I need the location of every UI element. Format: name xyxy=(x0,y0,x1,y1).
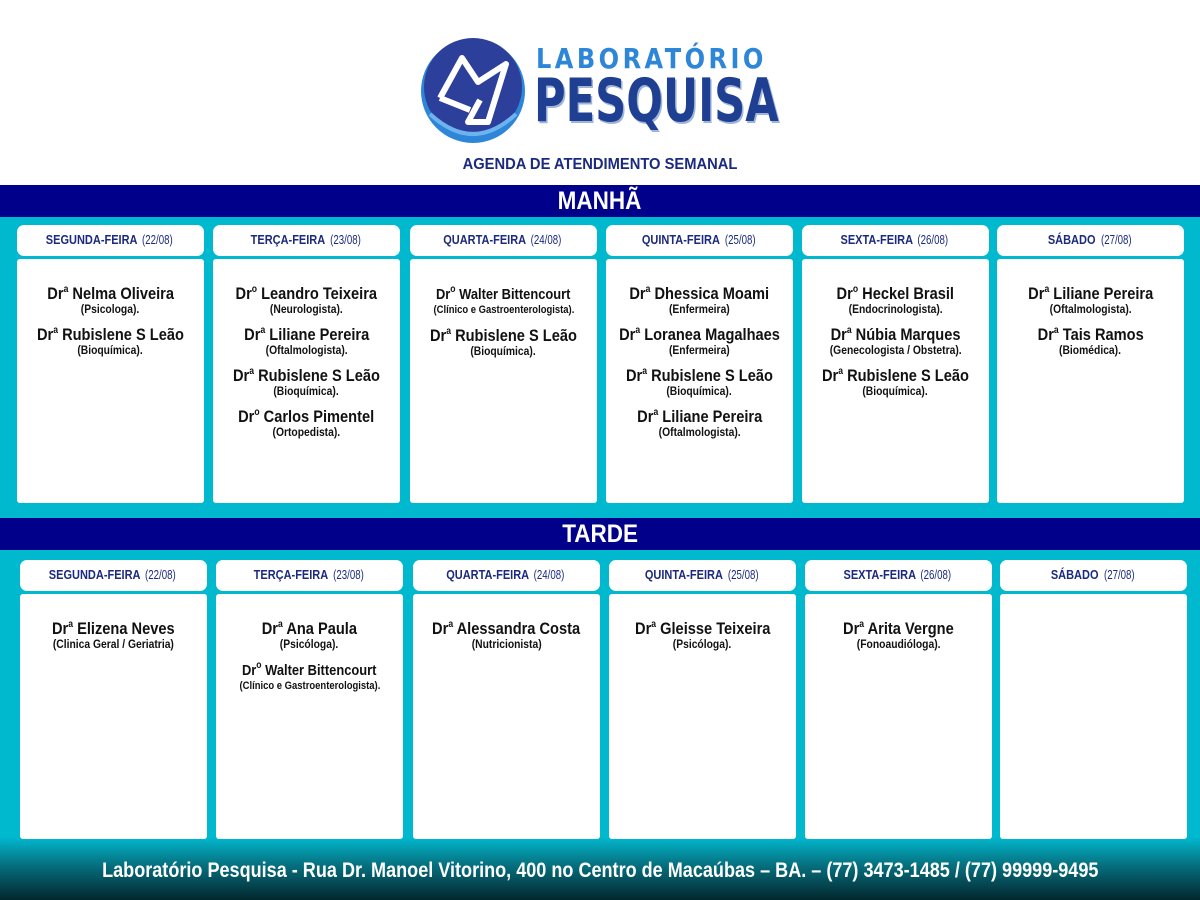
doctor-entry xyxy=(805,616,992,651)
day-date: (23/08) xyxy=(332,568,364,582)
day-name: TERÇA-FEIRA xyxy=(250,233,328,247)
doctor-specialty: (Bioquímica). xyxy=(862,384,929,398)
doctor-specialty: (Neurologista). xyxy=(270,302,343,316)
doctor-entry xyxy=(213,363,400,398)
afternoon-bar xyxy=(0,518,1200,550)
brand-line-2: PESQUISA xyxy=(534,66,779,136)
doctor-name: Dr$^a$ Liliane Pereira xyxy=(1027,284,1154,303)
doctor-name: Dr$^a$ Nelma Oliveira xyxy=(47,284,174,303)
day-name: SÁBADO xyxy=(1050,568,1102,582)
footer-text: Laboratório Pesquisa - Rua Dr. Manoel Vitorino, 400 no Centro de Macaúbas – BA. – (77) 3473-1485 / (77) 99999-9495 xyxy=(101,859,1099,882)
doctor-specialty: (Biomédica). xyxy=(1059,343,1122,357)
day-name: QUARTA-FEIRA xyxy=(446,568,532,582)
day-schedule-morning xyxy=(802,259,989,503)
doctor-entry xyxy=(997,281,1184,316)
day-header-afternoon xyxy=(1000,560,1187,591)
doctor-name: Dr$^a$ Arita Vergne xyxy=(843,619,954,638)
day-name: SEGUNDA-FEIRA xyxy=(45,233,141,247)
doctor-name: Dr$^o$ Heckel Brasil xyxy=(836,284,955,303)
agenda-title: AGENDA DE ATENDIMENTO SEMANAL xyxy=(462,156,738,173)
doctor-specialty: (Nutricionista) xyxy=(471,637,542,651)
day-header-afternoon xyxy=(216,560,403,591)
doctor-specialty: (Bioquímica). xyxy=(77,343,144,357)
day-name: SEXTA-FEIRA xyxy=(840,233,916,247)
day-date: (23/08) xyxy=(329,233,361,247)
day-header-afternoon xyxy=(20,560,207,591)
day-date: (27/08) xyxy=(1100,233,1132,247)
doctor-entry xyxy=(410,281,597,317)
day-schedule-morning xyxy=(17,259,204,503)
day-name: QUINTA-FEIRA xyxy=(644,568,726,582)
day-name: QUINTA-FEIRA xyxy=(641,233,723,247)
day-schedule-morning xyxy=(410,259,597,503)
doctor-name: Dr$^a$ Dhessica Moami xyxy=(629,284,770,303)
day-header-morning xyxy=(410,225,597,256)
doctor-entry xyxy=(213,404,400,439)
morning-bar xyxy=(0,185,1200,217)
doctor-entry xyxy=(606,281,793,316)
doctor-specialty: (Psicologa). xyxy=(81,302,140,316)
doctor-entry xyxy=(606,322,793,357)
day-name: SEGUNDA-FEIRA xyxy=(48,568,144,582)
day-header-morning xyxy=(17,225,204,256)
day-date: (26/08) xyxy=(920,568,952,582)
doctor-name: Dr$^a$ Loranea Magalhaes xyxy=(619,325,780,344)
day-schedule-afternoon xyxy=(805,594,992,839)
doctor-entry xyxy=(17,322,204,357)
day-header-morning xyxy=(802,225,989,256)
day-date: (24/08) xyxy=(530,233,562,247)
day-name: SÁBADO xyxy=(1047,233,1099,247)
doctor-entry xyxy=(802,363,989,398)
doctor-specialty: (Clínico e Gastroenterologista). xyxy=(239,680,380,692)
doctor-name: Dr$^a$ Núbia Marques xyxy=(830,325,961,344)
day-date: (25/08) xyxy=(727,568,759,582)
day-name: TERÇA-FEIRA xyxy=(253,568,331,582)
lab-logo-icon xyxy=(418,36,528,144)
doctor-name: Dr$^a$ Liliane Pereira xyxy=(243,325,370,344)
doctor-specialty: (Psicóloga). xyxy=(673,637,732,651)
doctor-specialty: (Bioquímica). xyxy=(273,384,340,398)
doctor-entry xyxy=(802,281,989,316)
day-header-afternoon xyxy=(413,560,600,591)
doctor-name: Dr$^a$ Gleisse Teixeira xyxy=(634,619,771,638)
doctor-name: Dr$^o$ Carlos Pimentel xyxy=(238,407,375,426)
doctor-specialty: (Genecologista / Obstetra). xyxy=(829,343,962,357)
doctor-name: Dr$^a$ Alessandra Costa xyxy=(432,619,581,638)
day-name: QUARTA-FEIRA xyxy=(443,233,529,247)
doctor-name: Dr$^a$ Liliane Pereira xyxy=(636,407,763,426)
day-name: SEXTA-FEIRA xyxy=(843,568,919,582)
brand-logo xyxy=(418,36,778,146)
footer-address xyxy=(0,848,1200,894)
doctor-entry xyxy=(20,616,207,651)
afternoon-title: TARDE xyxy=(562,520,638,548)
doctor-name: Dr$^o$ Walter Bittencourt xyxy=(242,660,377,679)
doctor-name: Dr$^a$ Rubislene S Leão xyxy=(822,366,969,385)
doctor-specialty: (Clinica Geral / Geriatria) xyxy=(52,637,175,651)
doctor-specialty: (Enfermeira) xyxy=(669,302,730,316)
doctor-specialty: (Endocrinologista). xyxy=(848,302,943,316)
day-header-morning xyxy=(997,225,1184,256)
doctor-specialty: (Fonoaudióloga). xyxy=(856,637,941,651)
doctor-specialty: (Enfermeira) xyxy=(669,343,730,357)
day-date: (24/08) xyxy=(533,568,565,582)
doctor-specialty: (Psicóloga). xyxy=(280,637,339,651)
doctor-entry xyxy=(802,322,989,357)
doctor-specialty: (Clínico e Gastroenterologista). xyxy=(433,304,574,316)
doctor-name: Dr$^a$ Rubislene S Leão xyxy=(430,326,577,345)
doctor-entry xyxy=(413,616,600,651)
day-header-afternoon xyxy=(609,560,796,591)
doctor-entry xyxy=(609,616,796,651)
doctor-specialty: (Bioquímica). xyxy=(470,344,537,358)
day-schedule-morning xyxy=(606,259,793,503)
day-date: (27/08) xyxy=(1103,568,1135,582)
doctor-entry xyxy=(216,616,403,651)
doctor-entry xyxy=(216,657,403,693)
doctor-specialty: (Oftalmologista). xyxy=(658,425,741,439)
doctor-entry xyxy=(606,363,793,398)
day-schedule-afternoon xyxy=(1000,594,1187,839)
doctor-specialty: (Bioquímica). xyxy=(666,384,733,398)
day-schedule-afternoon xyxy=(20,594,207,839)
doctor-specialty: (Oftalmologista). xyxy=(265,343,348,357)
day-date: (25/08) xyxy=(724,233,756,247)
doctor-specialty: (Oftalmologista). xyxy=(1049,302,1132,316)
doctor-entry xyxy=(606,404,793,439)
doctor-name: Dr$^o$ Walter Bittencourt xyxy=(436,284,571,303)
day-schedule-morning xyxy=(213,259,400,503)
doctor-name: Dr$^a$ Rubislene S Leão xyxy=(233,366,380,385)
doctor-name: Dr$^a$ Rubislene S Leão xyxy=(37,325,184,344)
doctor-name: Dr$^a$ Tais Ramos xyxy=(1037,325,1144,344)
doctor-entry xyxy=(17,281,204,316)
day-header-morning xyxy=(606,225,793,256)
doctor-specialty: (Ortopedista). xyxy=(272,425,341,439)
day-date: (22/08) xyxy=(142,233,173,247)
doctor-entry xyxy=(213,281,400,316)
doctor-entry xyxy=(997,322,1184,357)
doctor-entry xyxy=(410,323,597,358)
doctor-name: Dr$^o$ Leandro Teixeira xyxy=(235,284,378,303)
day-schedule-afternoon xyxy=(216,594,403,839)
brand-line-1: LABORATÓRIO xyxy=(536,42,767,75)
day-schedule-afternoon xyxy=(413,594,600,839)
day-schedule-afternoon xyxy=(609,594,796,839)
morning-title: MANHÃ xyxy=(558,187,642,215)
day-header-morning xyxy=(213,225,400,256)
doctor-name: Dr$^a$ Elizena Neves xyxy=(52,619,175,638)
day-date: (22/08) xyxy=(145,568,176,582)
day-date: (26/08) xyxy=(917,233,949,247)
doctor-name: Dr$^a$ Ana Paula xyxy=(261,619,358,638)
day-schedule-morning xyxy=(997,259,1184,503)
doctor-name: Dr$^a$ Rubislene S Leão xyxy=(626,366,773,385)
doctor-entry xyxy=(213,322,400,357)
day-header-afternoon xyxy=(805,560,992,591)
